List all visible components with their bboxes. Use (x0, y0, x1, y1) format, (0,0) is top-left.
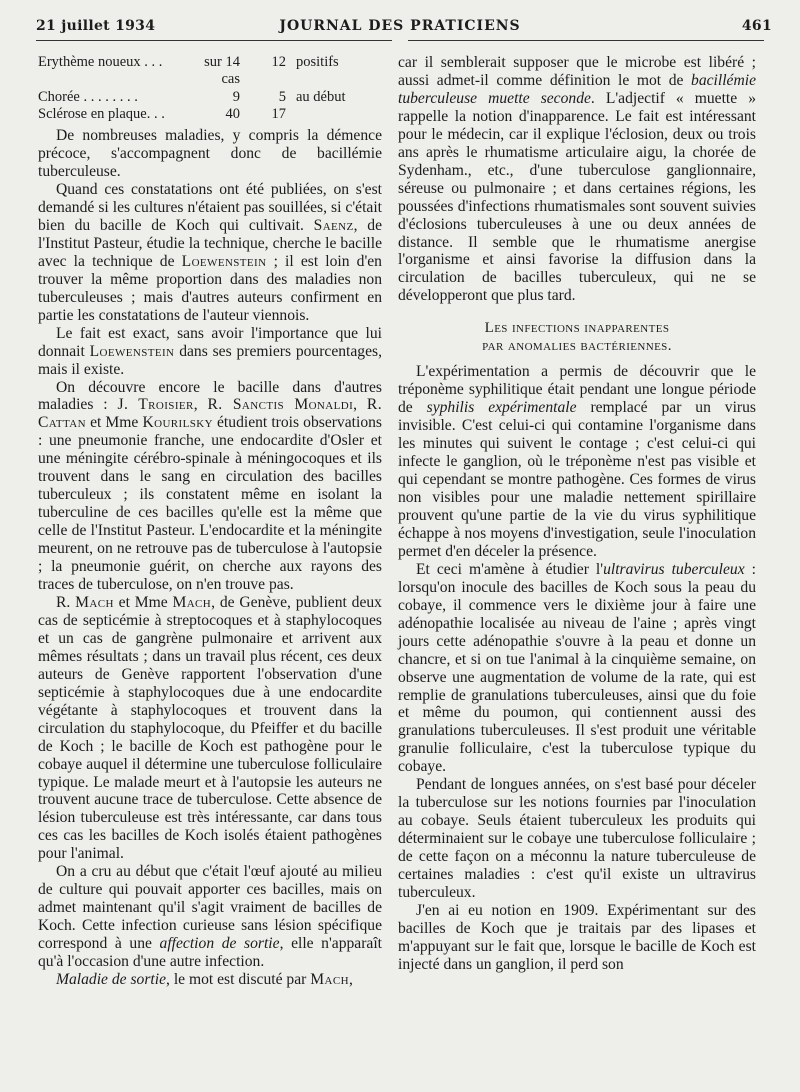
header-journal-title: JOURNAL DES PRATICIENS (279, 18, 521, 34)
author-name: Saenz (313, 216, 354, 234)
author-name: R. Cattan (38, 396, 383, 432)
header-rule-left (36, 40, 392, 41)
author-name: Mach (172, 593, 212, 611)
paragraph: R. Mach et Mme Mach, de Genève, publient deux cas de septicémie à streptocoques et à staphylocoques et un cas de gangrène pulmonaire et arrivent aux mêmes résultats ; dans un travail plus récent, ces deux auteurs de Genève rapportent l'observation d'une septicémie à staphylocoques due à une endocardite végétante à staphylocoques et trouvent dans la circulation du staphylocoque, du Pfeiffer et du bacille de Koch ; le bacille de Koch est pathogène pour le cobaye auquel il détermine une tuberculose folliculaire typique. Le malade meurt et à l'autopsie les auteurs ne trouvent aucune trace de tuberculose. Cette absence de lésion tuberculeuse est très intéressante, car dans tous ces cas les bacilles de Koch isolés étaient pathogènes pour l'animal. (38, 593, 382, 863)
author-name: Kourilsky (142, 414, 213, 432)
stats-disease: Erythème noueux . . . (38, 54, 163, 70)
right-column (398, 54, 756, 974)
stats-count: 17 (271, 105, 286, 122)
author-name: Loewenstein (89, 342, 175, 360)
italic-term: bacillémie tuberculeuse muette seconde (398, 71, 756, 107)
section-heading (398, 319, 756, 355)
stats-note: au début (296, 88, 346, 105)
stats-note: positifs (296, 54, 339, 70)
stats-total: sur 14 cas (204, 54, 240, 88)
author-name: Mach (75, 593, 114, 611)
italic-term: ultravirus tuberculeux (603, 560, 745, 578)
paragraph: Quand ces constatations ont été publiées, on s'est demandé si les cultures n'étaient pas souillées, si c'était bien du bacille de Koch qui cultivait. Saenz, de l'Institut Pasteur, étudie la technique, cherche le bacille avec la technique de Loewenstein ; il est loin d'en trouver la même proportion dans des maladies non tuberculeuses ; mais d'autres auteurs confirment en partie les constatations de l'auteur viennois. (38, 181, 383, 324)
stats-row (38, 106, 382, 123)
header-date: 21 juillet 1934 (36, 18, 156, 34)
author-name: Mach (310, 970, 349, 988)
stats-count: 12 (271, 54, 286, 70)
italic-term: affection de sortie (159, 935, 280, 953)
stats-table (38, 54, 382, 123)
section-heading-line: Les infections inapparentes (484, 320, 670, 337)
italic-term: Maladie de sortie (56, 970, 167, 988)
stats-count: 5 (278, 88, 286, 105)
header-page-number: 461 (741, 18, 772, 34)
paragraph: car il semblerait supposer que le microbe est libéré ; aussi admet-il comme définition le mot de bacillémie tuberculeuse muette seconde. L'adjectif « muette » rappelle la notion d'inapparence. Le fait est intéressant pour le médecin, car il explique l'éclosion, deux ou trois ans après le rhumatisme articulaire aigu, la chorée de Sydenham., etc., d'une tuberculose ganglionnaire, séreuse ou pulmonaire ; et dans certaines régions, les poussées d'infections rhumatismales sont souvent suivies d'éclosions tuberculeuses à une ou deux années de distance. Il semble que le rhumatisme anergise l'organisme et ainsi favorise la diffusion dans la circulation de bacilles tuberculeux, qui ne se développeront que plus tard. (398, 54, 756, 305)
stats-row (38, 89, 382, 106)
stats-row (38, 54, 382, 89)
paragraph: Le fait est exact, sans avoir l'importance que lui donnait Loewenstein dans ses premiers pourcentages, mais il existe. (38, 324, 382, 378)
paragraph: L'expérimentation a permis de découvrir que le tréponème syphilitique était pendant une longue période de syphilis expérimentale remplacé par un virus invisible. C'est celui-ci qui contamine l'organisme dans les minutes qui suivent le contage ; c'est celui-ci qui infecte le ganglion, où le tréponème n'est pas visible et qui cependant se montre pathogène. Ces formes de virus non visibles pour une maladie nettement spirillaire prouvent qu'une partie de la vie du virus syphilitique échappe à nos moyens d'investigation, seule l'inoculation permet d'en déceler la présence. (398, 363, 756, 560)
paragraph: On découvre encore le bacille dans d'autres maladies : J. Troisier, R. Sanctis Monaldi, R. Cattan et Mme Kourilsky étudient trois observations : une pneumonie franche, une endocardite d'Osler et une méningite cérébro-spinale à méningocoques et ils trouvent dans le sang en circulation des bacilles tuberculeux ; ils constatent même en isolant la tuberculine de ces bacilles qu'elle est la même que celle de l'Institut Pasteur. L'endocardite et la méningite meurent, on ne retrouve pas de tuberculose à l'autopsie ; la pneumonie guérit, on cherche aux rayons des traces de tuberculose, on n'en trouve pas. (38, 378, 383, 594)
italic-term: syphilis expérimentale (426, 399, 577, 417)
paragraph: Pendant de longues années, on s'est basé pour déceler la tuberculose sur les notions fournies par l'inoculation au cobaye. Seuls étaient tuberculeux les produits qui déterminaient sur le cobaye une tuberculose folliculaire ; de cette façon on a méconnu la nature tuberculeuse de certaines maladies : c'est qu'il existe un ultravirus tuberculeux. (398, 776, 756, 901)
stats-note (296, 106, 382, 123)
stats-total: 40 (225, 105, 240, 122)
stats-total: 9 (232, 88, 240, 105)
author-name: J. Troisier (117, 396, 194, 414)
paragraph: Maladie de sortie, le mot est discuté par Mach, (56, 970, 353, 988)
author-name: R. Sanctis Monaldi (207, 396, 354, 414)
paragraph: On a cru au début que c'était l'œuf ajouté au milieu de culture qui pouvait apporter ces bacilles, mais on admet maintenant qu'il s'agit vraiment de bacilles de Koch. Cette infection curieuse sans lésion spécifique correspond à une affection de sortie, elle n'apparaît qu'à l'occasion d'une autre infection. (38, 863, 382, 971)
author-name: Loewenstein (181, 252, 267, 270)
header-rule-right (408, 40, 764, 41)
paragraph: J'en ai eu notion en 1909. Expérimentant sur des bacilles de Koch que je traitais par des lipases et m'appuyant sur le fait que, lorsque le bacille de Koch est injecté dans un ganglion, il perd son (398, 901, 756, 973)
section-heading-line: par anomalies bactériennes. (482, 338, 672, 355)
paragraph: Et ceci m'amène à étudier l'ultravirus tuberculeux : lorsqu'on inocule des bacilles de Koch sous la peau du cobaye, il commence vers le dixième jour à faire une adénopathie localisée au niveau de l'aine ; après vingt jours cette adénopathie s'ouvre à la peau et donne un chancre, et si on tue l'animal à la cinquième semaine, on observe une augmentation de volume de la rate, qui est remplie de granulations tuberculeuses, ainsi que du foie et même du poumon, qui contiennent aussi des granulations tuberculeuses. Il s'est produit une véritable granulie folliculaire, c'est la tuberculose typique du cobaye. (398, 560, 756, 776)
stats-disease: Sclérose en plaque. . . (38, 105, 165, 122)
left-column (38, 54, 382, 989)
stats-disease: Chorée . . . . . . . . (38, 88, 138, 105)
paragraph: De nombreuses maladies, y compris la démence précoce, s'accompagnent donc de bacillémie tuberculeuse. (38, 127, 382, 181)
